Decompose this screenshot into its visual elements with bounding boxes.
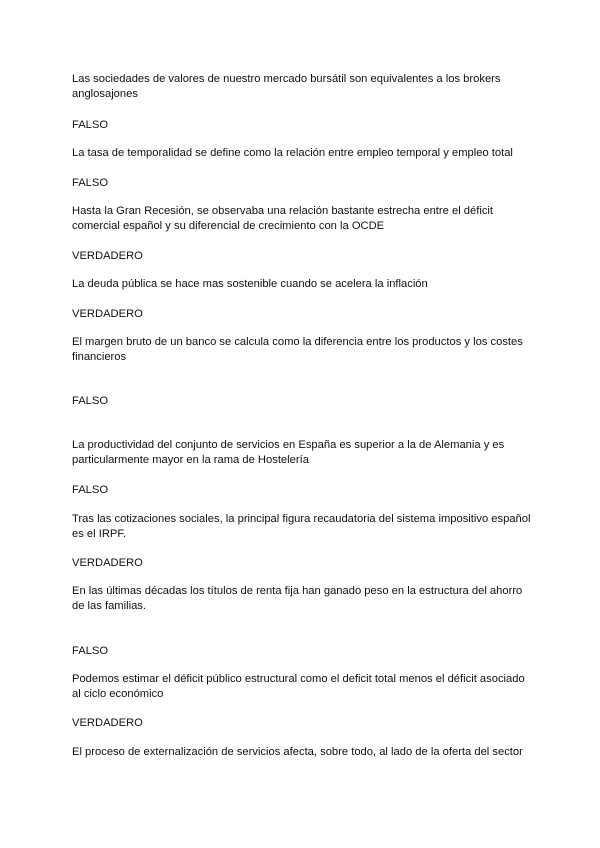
answer-4: VERDADERO	[72, 308, 143, 320]
statement-3-line-1: Hasta la Gran Recesión, se observaba una relación bastante estrecha entre el déficit	[72, 205, 494, 217]
statement-4-line-1: La deuda pública se hace mas sostenible cuando se acelera la inflación	[72, 278, 428, 290]
statement-6-line-2: particularmente mayor en la rama de Hostelería	[72, 454, 309, 466]
statement-1-line-1: Las sociedades de valores de nuestro mercado bursátil son equivalentes a los brokers	[72, 73, 501, 85]
answer-3: VERDADERO	[72, 250, 143, 262]
statement-5-line-1: El margen bruto de un banco se calcula como la diferencia entre los productos y los costes	[72, 336, 523, 348]
answer-7: VERDADERO	[72, 557, 143, 569]
statement-2-line-1: La tasa de temporalidad se define como la relación entre empleo temporal y empleo total	[72, 147, 513, 159]
answer-6: FALSO	[72, 484, 109, 496]
statement-8-line-2: de las familias.	[72, 600, 146, 612]
answer-2: FALSO	[72, 177, 109, 189]
statement-7-line-2: es el IRPF.	[72, 528, 127, 540]
statement-9-line-2: al ciclo económico	[72, 688, 164, 700]
statement-7-line-1: Tras las cotizaciones sociales, la principal figura recaudatoria del sistema impositivo español	[72, 513, 531, 525]
statement-6-line-1: La productividad del conjunto de servicios en España es superior a la de Alemania y es	[72, 439, 505, 451]
answer-8: FALSO	[72, 645, 109, 657]
statement-3-line-2: comercial español y su diferencial de crecimiento con la OCDE	[72, 220, 385, 232]
statement-1-line-2: anglosajones	[72, 88, 138, 100]
answer-5: FALSO	[72, 395, 109, 407]
statement-8-line-1: En las últimas décadas los títulos de renta fija han ganado peso en la estructura del ahorro	[72, 585, 523, 597]
statement-9-line-1: Podemos estimar el déficit público estructural como el deficit total menos el déficit asociado	[72, 673, 525, 685]
answer-9: VERDADERO	[72, 717, 143, 729]
answer-1: FALSO	[72, 119, 109, 131]
statement-5-line-2: financieros	[72, 351, 127, 363]
statement-10-line-1: El proceso de externalización de servicios afecta, sobre todo, al lado de la oferta del sector	[72, 746, 523, 758]
